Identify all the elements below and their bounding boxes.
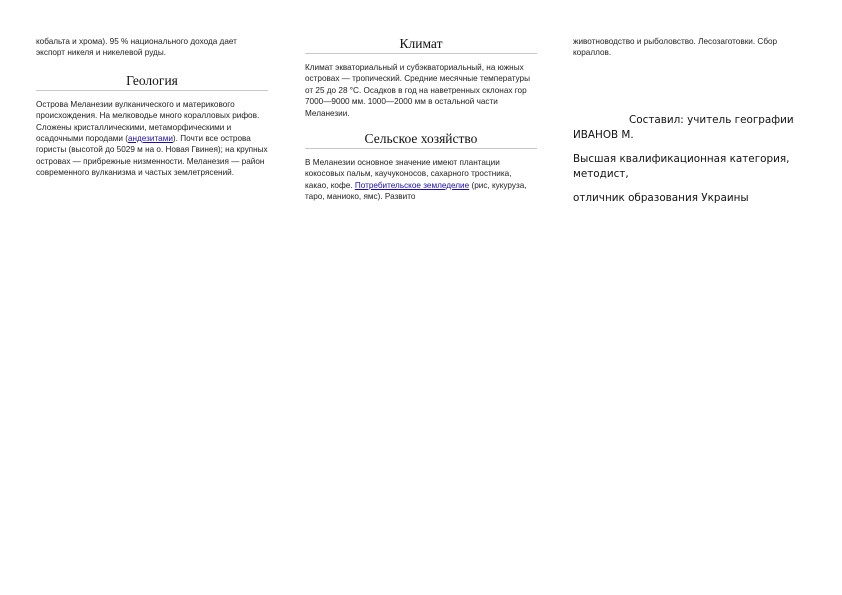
climate-heading: Климат [305, 36, 537, 54]
author-label: Составил: учитель географии [629, 113, 794, 126]
geology-text-1: Острова Меланезии вулканического и материкового происхождения. На мелководье много коралловых рифов. Сложены кристаллическими, метаморфическими и осадочными породами ( [36, 99, 260, 144]
column-middle [305, 36, 537, 203]
intro-paragraph: кобальта и хрома). 95 % национального дохода дает экспорт никеля и никелевой руды. [36, 37, 237, 58]
agriculture-heading: Сельское хозяйство [305, 131, 537, 149]
column-right [573, 36, 807, 206]
agriculture-text-2: (рис, кукуруза, таро, маниоко, ямс). Развито [305, 180, 527, 202]
geology-text-2: ). Почти все острова гористы (высотой до 5029 м на о. Новая Гвинея); на крупных островах — прибрежные низменности. Меланезия — район современного вулканизма и частых землетрясений. [36, 134, 268, 178]
geology-heading: Геология [36, 73, 268, 91]
geology-paragraph [36, 99, 268, 179]
award-line: отличник образования Украины [573, 191, 749, 204]
agriculture-text-1: В Меланезии основное значение имеют плантации кокосовых пальм, каучуконосов, сахарного тростника, какао, кофе. [305, 158, 512, 190]
qualification-category: Высшая квалификационная категория, методист, [573, 152, 790, 180]
agriculture-paragraph [305, 157, 537, 203]
andesite-link[interactable]: андезитами [127, 134, 173, 144]
subsistence-farming-link[interactable]: Потребительское земледелие [354, 180, 470, 190]
column-left [36, 36, 268, 179]
climate-paragraph: Климат экваториальный и субэкваториальный, на южных островах — тропический. Средние месячные температуры от 25 до 28 °C. Осадков в год на наветренных склонах гор 7000—9000 мм. 1000—2000 мм в остальной части Меланезии. [305, 63, 530, 118]
continuation-paragraph: животноводство и рыболовство. Лесозаготовки. Сбор кораллов. [573, 37, 778, 58]
author-name: ИВАНОВ М. [573, 128, 634, 141]
